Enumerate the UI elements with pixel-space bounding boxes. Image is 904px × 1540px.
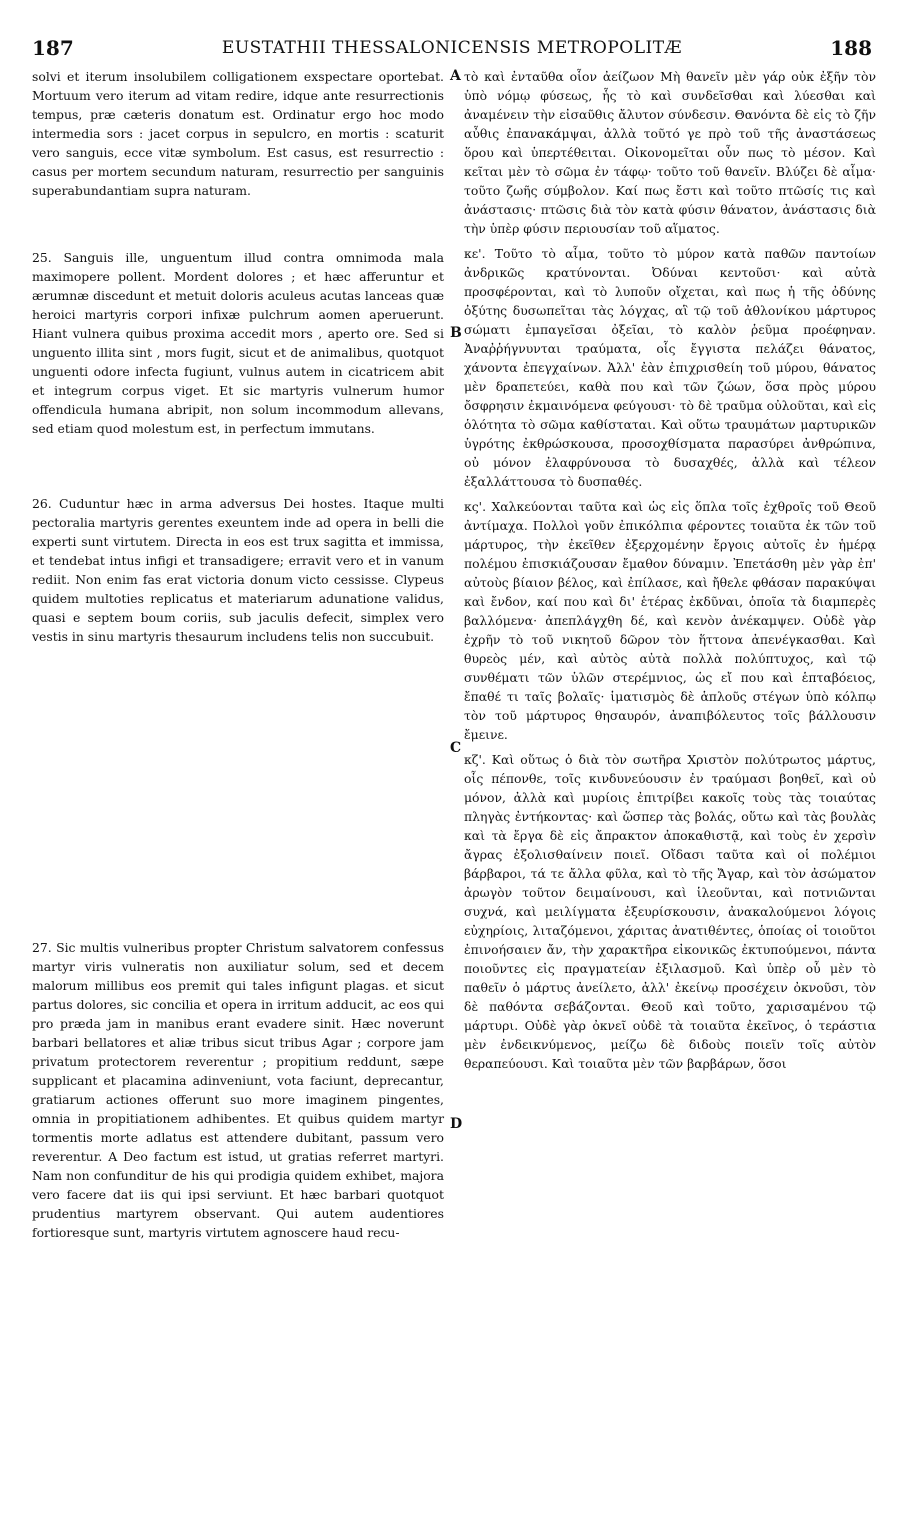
margin-marker-b: B bbox=[450, 325, 462, 341]
margin-marker-a: A bbox=[450, 68, 461, 84]
running-title: EUSTATHII THESSALONICENSIS METROPOLITÆ bbox=[221, 38, 683, 58]
greek-paragraph-27: κζ'. Καὶ οὕτως ὁ διὰ τὸν σωτῆρα Χριστὸν πολύτρωτος μάρτυς, οἷς πέπονθε, τοῖς κινδυνεύουσιν ἐν τραύμασι βοηθεῖ, καὶ οὐ μόνον, ἀλλὰ καὶ μυρίοις ἐπιτρίβει κακοῖς τοὺς τὰς τοιαύτας πληγὰς ἐντήκοντας· καὶ ὥσπερ τὰς βολάς, οὕτω καὶ τὰς βουλὰς καὶ τὰ ἔργα δὲ εἰς ἄπρακτον ἀποκαθιστᾷ, καὶ τοὺς ἐν χερσὶν ἄγρας ἐξολισθαίνειν ποιεῖ. Οἴδασι ταῦτα καὶ οἱ πολέμιοι βάρβαροι, τά τε ἄλλα φῦλα, καὶ τὸ τῆς Ἄγαρ, καὶ τὸν ἀσώματον ἀρωγὸν τοῦτον δειμαίνουσι, καὶ ἱλεοῦνται, καὶ ποτνιῶνται συχνά, καὶ μειλίγματα ἐξευρίσκουσιν, ἀνακαλούμενοι λόγοις εὐχηρίοις, λιταζόμενοι, χάριτας ἀνατιθέντες, ὁποίας οἱ τοιοῦτοι ἐπινοήσαιεν ἄν, τὴν χαρακτῆρα εἰκονικῶς ἐκτυπούμενοι, πάντα ποιοῦντες εἰς πραγματείαν ἐξιλασμοῦ. Καὶ ὑπὲρ οὗ μὲν τὸ παθεῖν ὁ μάρτυς ἀνείλετο, ἀλλ' ἐκείνῳ προσέχειν ὀκνοῦσι, τὸν δὲ παθόντα σεβάζονται. Θεοῦ καὶ τοῦτο, χαρισαμένου τῷ μάρτυρι. Οὐδὲ γὰρ ὀκνεῖ οὐδὲ τὰ τοιαῦτα ἐκεῖνος, ὁ τεράστια μὲν ἐνδεικνύμενος, μείζω δὲ διδοὺς ποιεῖν τοῖς αὐτὸν θεραπεύουσι. Καὶ τοιαῦτα μὲν τῶν βαρβάρων, ὅσοι bbox=[464, 752, 876, 1071]
page-number-right: 188 bbox=[830, 36, 872, 60]
latin-paragraph-27: 27. Sic multis vulneribus propter Christum salvatorem confessus martyr viris vulneratis non auxiliatur solum, sed et decem malorum millibus eos premit qui tales infigunt plagas. et sicut partus dolores, sic concilia et opera in irritum adducit, ac eos qui pro præda jam in manibus erant evadere sinit. Hæc noverunt barbari bellatores et aliæ tribus sicut tribus Agar ; corpore jam privatum protectorem reverentur ; propitium reddunt, sæpe supplicant et placamina adinveniunt, vota faciunt, deprecantur, gratiarum actiones offerunt suo more imaginem pingentes, omnia in propitiationem adhibentes. Et quibus quidem martyr tormentis morte adlatus est attendere dubitant, passum vero reverentur. A Deo factum est istud, ut gratias referret martyri. Nam non confunditur de his qui prodigia quidem exhibet, majora vero facere dat iis qui ipsi serviunt. Et hæc barbari quotquot prudentius martyrem observant. Qui autem audentiores fortioresque sunt, martyris virtutem agnoscere haud recu- bbox=[32, 940, 444, 1240]
margin-marker-d: D bbox=[450, 1116, 463, 1132]
greek-column bbox=[464, 67, 876, 1073]
margin-marker-c: C bbox=[450, 740, 462, 756]
latin-column bbox=[32, 67, 444, 646]
greek-paragraph-26: κς'. Χαλκεύονται ταῦτα καὶ ὡς εἰς ὅπλα τοῖς ἐχθροῖς τοῦ Θεοῦ ἀντίμαχα. Πολλοὶ γοῦν ἐπικόλπια φέροντες τοιαῦτα ἐκ τῶν τοῦ μάρτυρος, τὴν ἐκεῖθεν ἐξερχομένην ἔργοις αὐτοῖς ἐν ἡμέρᾳ πολέμου ἐπισκιάζουσαν ἔμαθον δύναμιν. Ἐπετάσθη μὲν γὰρ ἐπ' αὐτοὺς βίαιον βέλος, καὶ ἐπίλασε, καὶ ἤθελε φθάσαν παρακύψαι καὶ ἔνδον, καί που καὶ δι' ἑτέρας ἐκδῦναι, ὁποῖα τὰ διαμπερὲς βαλλόμενα· ἀπεπλάγχθη δέ, καὶ κενὸν ἀνέκαμψεν. Οὐδὲ γὰρ ἐχρῆν τὸ τοῦ νικητοῦ δῶρον τὸν ἥττονα ἀπενέγκασθαι. Καὶ θυρεὸς μέν, καὶ αὐτὸς αὐτὰ πολλὰ πολύπτυχος, καὶ τῷ συνθέματι τῶν ὑλῶν στερέμνιος, ὡς εἴ που καὶ ἑπταβόειος, ἔπαθέ τι ταῖς βολαῖς· ἱματισμὸς δὲ ἁπλοῦς στέγων ὑπὸ κόλπῳ τὸν τοῦ μάρτυρος θησαυρόν, ἀναπιβόλευτος τοῖς βάλλουσιν ἔμεινε. bbox=[464, 499, 876, 742]
latin-column-lower bbox=[32, 938, 444, 1242]
page-number-left: 187 bbox=[32, 36, 74, 60]
latin-paragraph-intro: solvi et iterum insolubilem colligationem exspectare oportebat. Mortuum vero iterum ad vitam redire, idque ante resurrectionis tempus, præ cæteris donatum est. Ordinatur ergo hoc modo intermedia sors : jacet corpus in sepulcro, en mortis : scaturit vero sanguis, ecce vitæ symbolum. Est casus, est resurrectio : casus per mortem secundum naturam, resurrectio per sanguinis superabundantiam supra naturam. bbox=[32, 69, 444, 198]
latin-paragraph-25: 25. Sanguis ille, unguentum illud contra omnimoda mala maximopere pollent. Mordent dolores ; et hæc afferuntur et ærumnæ discedunt et metuit doloris aculeus acutas lanceas quæ heroici martyris corpori infixæ pulchrum aomen aperuerunt. Hiant vulnera quibus proxima accedit mors , aperto ore. Sed si unguento illita sint , mors fugit, sicut et de animalibus, quotquot unguenti odore infecta fugiunt, vulnus autem in cicatricem abit et integrum corpus viget. Et sic martyris vulnerum humor offendicula humana abripit, non solum incommodum allevans, sed etiam quod molestum est, in perfectum immutans. bbox=[32, 250, 444, 436]
latin-paragraph-26: 26. Cuduntur hæc in arma adversus Dei hostes. Itaque multi pectoralia martyris gerentes exeuntem inde ad opera in belli die experti sunt virtutem. Directa in eos est trux sagitta et immissa, et tendebat intus infigi et transadigere; erravit vero et in vanum rediit. Non enim fas erat victoria donum victo cessisse. Clypeus quidem multoties replicatus et materiarum adunatione validus, quasi e septem boum coriis, sub jaculis defecit, simplex vero vestis in sinu martyris thesaurum includens telis non succubuit. bbox=[32, 496, 444, 644]
running-header bbox=[32, 36, 872, 62]
greek-paragraph-25: κε'. Τοῦτο τὸ αἷμα, τοῦτο τὸ μύρον κατὰ παθῶν παντοίων ἀνδρικῶς κρατύνονται. Ὀδύναι κεντοῦσι· καὶ αὐτὰ προσφέρονται, καὶ τὸ λυποῦν οἴχεται, καὶ πως ἡ τῆς ὀδύνης ὀξύτης δυσωπεῖται τὰς λόγχας, αἳ τῷ τοῦ ἀθλονίκου μάρτυρος σώματι ἐμπαγεῖσαι ὀξεῖαι, τὸ καλὸν ῥεῦμα προέφηναν. Ἀναῤῥήγνυνται τραύματα, οἷς ἔγγιστα πελάζει θάνατος, χάνοντα ἐπεγχαίνων. Ἀλλ' ἐὰν ἐπιχρισθείη τοῦ μύρου, θάνατος μὲν δραπετεύει, καθὰ που καὶ τῶν ζώων, ὅσα πρὸς μύρου ὄσφρησιν ἐκμαινόμενα φεύγουσι· τὸ δὲ τραῦμα οὐλοῦται, καὶ εἰς ὁλότητα τὸ σῶμα καθίσταται. Καὶ οὕτω τραυμάτων μαρτυρικῶν ὑγρότης ἐκθρώσκουσα, προσοχθίσματα παρασύρει ἀνθρώπινα, οὐ μόνον ἐλαφρύνουσα τὸ δυσαχθές, ἀλλὰ καὶ τέλεον ἐξαλλάττουσα τὸ δυσπαθές. bbox=[464, 246, 876, 489]
greek-paragraph-intro: τὸ καὶ ἐνταῦθα οἷον ἀείζωον Μὴ θανεῖν μὲν γάρ οὐκ ἐξῆν τὸν ὑπὸ νόμῳ φύσεως, ἧς τὸ καὶ συνδεῖσθαι καὶ λύεσθαι καὶ ἀναμένειν τὴν εἰσαῦθις ἄλυτον σύνδεσιν. Θανόντα δὲ εἰς τὸ ζῆν αὖθις ἐπανακάμψαι, ἀλλὰ τοῦτό γε πρὸ τοῦ τῆς ἀναστάσεως ὅρου καὶ ὑπερτέθειται. Οἰκονομεῖται οὖν πως τὸ μέσον. Καὶ κεῖται μὲν τὸ σῶμα ἐν τάφῳ· τοῦτο τοῦ θανεῖν. Βλύζει δὲ αἷμα· τοῦτο ζωῆς σύμβολον. Καί πως ἔστι καὶ τοῦτο πτῶσίς τις καὶ ἀνάστασις· πτῶσις διὰ τὸν κατὰ φύσιν θάνατον, ἀνάστασις διὰ τὴν ὑπὲρ φύσιν περιουσίαν τοῦ αἵματος. bbox=[464, 69, 876, 236]
